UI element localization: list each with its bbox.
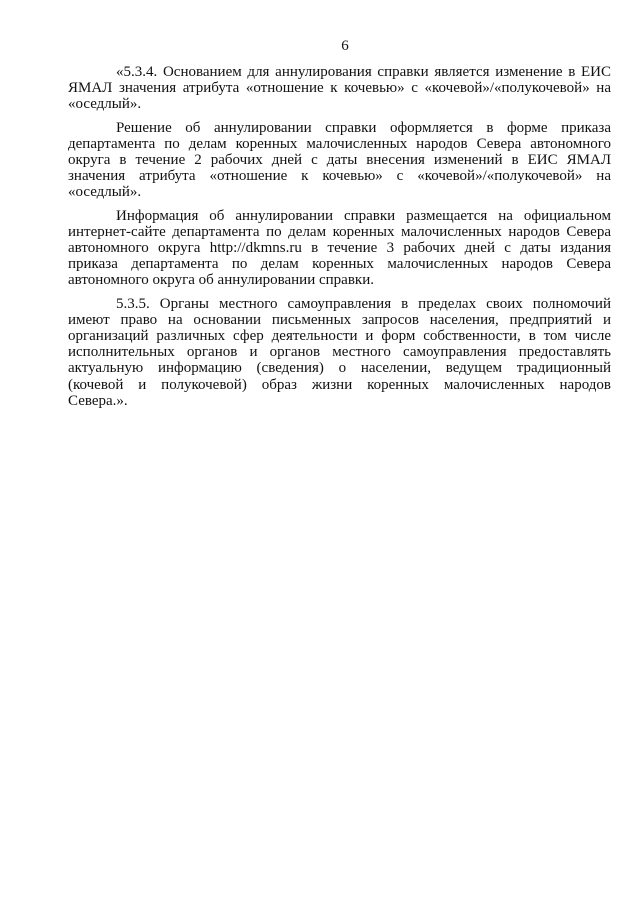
text-line: ЯМАЛ значения атрибута «отношение к кочевью» с «кочевой»/«полукочевой» на (68, 80, 611, 97)
text-line: имеют право на основании письменных запросов населения, предприятий и (68, 311, 611, 328)
text-line: Севера.». (68, 392, 128, 409)
text-line: округа в течение 2 рабочих дней с даты внесения изменений в ЕИС ЯМАЛ (68, 152, 611, 169)
page-number: 6 (341, 38, 349, 54)
text-line: «оседлый». (68, 96, 142, 113)
text-line: «оседлый». (68, 184, 142, 201)
text-line: исполнительных органов и органов местного самоуправления предоставлять (68, 344, 611, 361)
paragraph (68, 296, 611, 409)
text-line: значения атрибута «отношение к кочевью» с «кочевой»/«полукочевой» на (68, 168, 611, 185)
text-line: Информация об аннулировании справки размещается на официальном (116, 207, 611, 224)
document-body (68, 64, 611, 416)
paragraph (68, 120, 611, 201)
text-line: приказа департамента по делам коренных малочисленных народов Севера (68, 256, 611, 273)
paragraph (68, 208, 611, 289)
text-line: Решение об аннулировании справки оформляется в форме приказа (116, 119, 611, 136)
text-line: 5.3.5. Органы местного самоуправления в пределах своих полномочий (116, 295, 611, 312)
text-line: «5.3.4. Основанием для аннулирования справки является изменение в ЕИС (116, 64, 611, 80)
text-line: автономного округа об аннулировании справки. (68, 272, 374, 289)
text-line: (кочевой и полукочевой) образ жизни коренных малочисленных народов (68, 376, 611, 393)
text-line: департамента по делам коренных малочисленных народов Севера автономного (68, 135, 611, 152)
text-line: интернет-сайте департамента по делам коренных малочисленных народов Севера (68, 223, 611, 240)
text-line: организаций различных сфер деятельности и форм собственности, в том числе (68, 328, 611, 345)
text-line: актуальную информацию (сведения) о населении, ведущем традиционный (68, 360, 611, 377)
text-line: автономного округа http://dkmns.ru в течение 3 рабочих дней с даты издания (68, 240, 611, 257)
paragraph (68, 64, 611, 113)
